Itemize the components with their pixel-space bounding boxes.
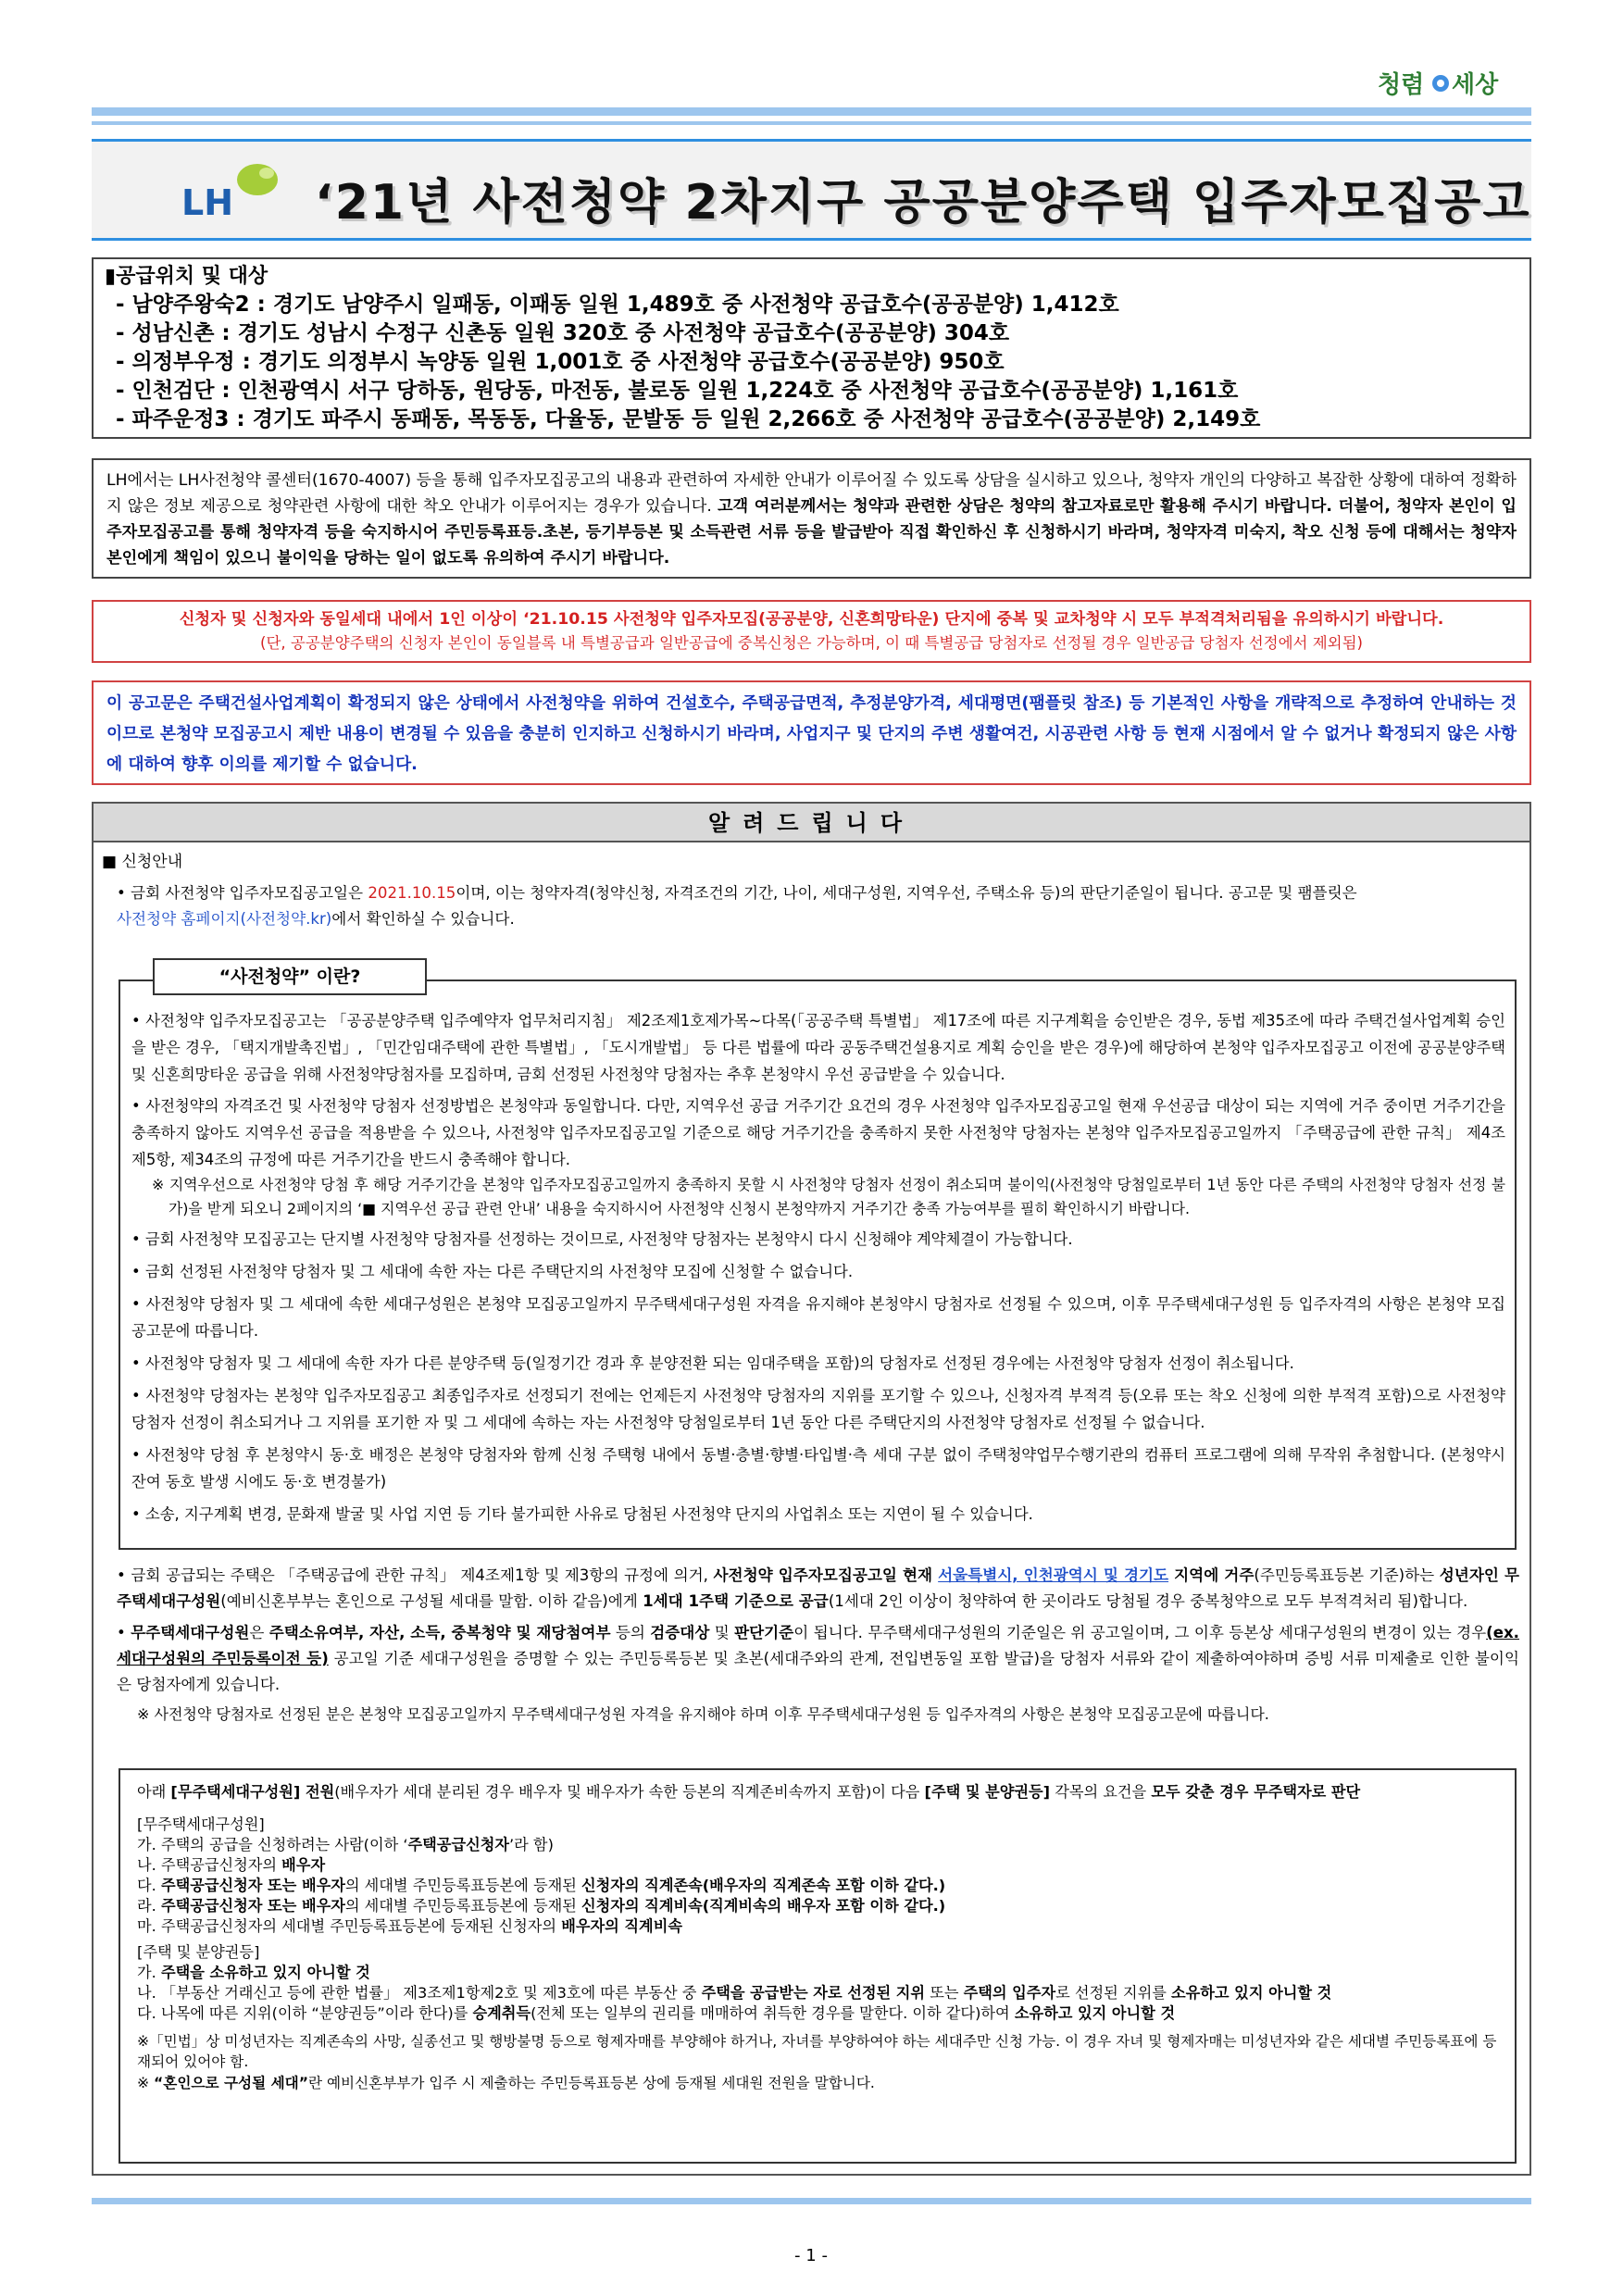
region-link[interactable]: 서울특별시, 인천광역시 및 경기도	[938, 1566, 1169, 1584]
criteria-heading: [무주택세대구성원]	[137, 1816, 265, 1833]
criteria-intro: 아래 [무주택세대구성원] 전원(배우자가 세대 분리된 경우 배우자 및 배우자가 속한 등본의 직계존비속까지 포함)이 다음 [주택 및 분양권등] 각목의 요건을 모두 갖춘 경우 무주택자로 판단	[137, 1783, 1361, 1801]
consultation-notice-text: LH에서는 LH사전청약 콜센터(1670-4007) 등을 통해 입주자모집공고의 내용과 관련하여 자세한 안내가 이루어질 수 있도록 상담을 실시하고 있으나, 청약자 개인의 다양하고 복잡한 상황에 대하여 정확하지 않은 정보 제공으로 청약관련 사항에 대한 착오 안내가 이루어지는 경우가 있습니다. 고객 여러분께서는 청약과 관련한 상담은 청약의 참고자료로만 활용해 주시기 바랍니다. 더불어, 청약자 본인이 입주자모집공고를 통해 청약자격 등을 숙지하시어 주민등록표등.초본, 등기부등본 및 소득관련 서류 등을 발급받아 직접 확인하신 후 신청하시기 바라며, 청약자격 미숙지, 착오 신청 등에 대해서는 청약자 본인에게 책임이 있으니 불이익을 당하는 일이 없도록 유의하여 주시기 바랍니다.	[106, 471, 1517, 568]
criteria-item: 나. 주택공급신청자의 배우자	[137, 1856, 326, 1874]
lh-logo	[181, 159, 283, 226]
prewhat-item: • 사전청약 당첨 후 본청약시 동·호 배정은 본청약 당첨자와 함께 신청 주택형 내에서 동별·층별·향별·타입별·측 세대 구분 없이 주택청약업무수행기관의 컴퓨터 프로그램에 의해 무작위 추첨합니다. (본청약시 잔여 동호 발생 시에도 동·호 변경불가)	[131, 1446, 1505, 1491]
top-rule-thin	[92, 121, 1531, 125]
criteria-item: 다. 나목에 따른 지위(이하 “분양권등”이라 한다)를 승계취득(전체 또는 일부의 권리를 매매하여 취득한 경우를 말한다. 이하 같다)하여 소유하고 있지 아니할 것	[137, 2004, 1176, 2022]
supply-eligibility	[117, 1563, 1519, 1728]
household-note: ※ 사전청약 당첨자로 선정된 분은 본청약 모집공고일까지 무주택세대구성원 자격을 유지해야 하며 이후 무주택세대구성원 등 입주자격의 사항은 본청약 모집공고문에 따릅니다.	[137, 1705, 1269, 1723]
no-house-criteria-box	[119, 1768, 1517, 2164]
prewhat-item: • 금회 사전청약 모집공고는 단지별 사전청약 당첨자를 선정하는 것이므로, 사전청약 당첨자는 본청약시 다시 신청해야 계약체결이 가능합니다.	[131, 1230, 1073, 1248]
location-item: - 인천검단 : 인천광역시 서구 당하동, 원당동, 마전동, 불로동 일원 1,224호 중 사전청약 공급호수(공공분양) 1,161호	[116, 379, 1239, 403]
svg-text:LH: LH	[181, 182, 234, 223]
prewhat-item: • 소송, 지구계획 변경, 문화재 발굴 및 사업 지연 등 기타 불가피한 사유로 당첨된 사전청약 단지의 사업취소 또는 지연이 될 수 있습니다.	[131, 1505, 1033, 1523]
location-item: - 성남신촌 : 경기도 성남시 수정구 신촌동 일원 320호 중 사전청약 공급호수(공공분양) 304호	[116, 321, 1010, 345]
announcement-header: 알려드립니다	[94, 804, 1529, 842]
top-rule	[92, 107, 1531, 116]
duplicate-warning-text: 신청자 및 신청자와 동일세대 내에서 1인 이상이 ‘21.10.15 사전청약 입주자모집(공공분양, 신혼희망타운) 단지에 중복 및 교차청약 시 모두 부적격처리됨을 유의하시기 바랍니다.	[179, 610, 1444, 629]
svg-text:세상: 세상	[1452, 71, 1499, 99]
prewhat-item: • 사전청약 당첨자 및 그 세대에 속한 자가 다른 분양주택 등(일정기간 경과 후 분양전환 되는 임대주택을 포함)의 당첨자로 선정된 경우에는 사전청약 당첨자 선정이 취소됩니다.	[131, 1354, 1294, 1372]
estimate-disclaimer	[92, 680, 1531, 785]
household-criteria-paragraph: • 무주택세대구성원은 주택소유여부, 자산, 소득, 중복청약 및 재당첨여부 등의 검증대상 및 판단기준이 됩니다. 무주택세대구성원의 기준일은 위 공고일이며, 그 이후 등본상 세대구성원의 변경이 있는 경우(ex. 세대구성원의 주민등록이전 등) 공고일 기준 세대구성원을 증명할 수 있는 주민등록등본 및 초본(세대주와의 관계, 전입변동일 포함 발급)을 당첨자 서류와 같이 제출하여야하며 증빙 서류 미제출로 인한 불이익은 당첨자에게 있습니다.	[117, 1624, 1519, 1693]
criteria-item: 다. 주택공급신청자 또는 배우자의 세대별 주민등록표등본에 등재된 신청자의 직계존속(배우자의 직계존속 포함 이하 같다.)	[137, 1877, 946, 1894]
prewhat-content	[131, 1007, 1505, 1528]
prewhat-tab: “사전청약” 이란?	[153, 958, 427, 995]
supply-region-paragraph: • 금회 공급되는 주택은 「주택공급에 관한 규칙」 제4조제1항 및 제3항의 규정에 의거, 사전청약 입주자모집공고일 현재 서울특별시, 인천광역시 및 경기도 지역에 거주(주민등록표등본 기준)하는 성년자인 무주택세대구성원(예비신혼부부는 혼인으로 구성될 세대를 말함. 이하 같음)에게 1세대 1주택 기준으로 공급(1세대 2인 이상이 청약하여 한 곳이라도 당첨될 경우 중복청약으로 모두 부적격처리 됨)합니다.	[117, 1566, 1519, 1610]
prewhat-item: • 사전청약 당첨자 및 그 세대에 속한 세대구성원은 본청약 모집공고일까지 무주택세대구성원 자격을 유지해야 본청약시 당첨자로 선정될 수 있으며, 이후 무주택세대구성원 등 입주자격의 사항은 본청약 모집공고문에 따릅니다.	[131, 1295, 1505, 1340]
prewhat-item: • 사전청약의 자격조건 및 사전청약 당첨자 선정방법은 본청약과 동일합니다. 다만, 지역우선 공급 거주기간 요건의 경우 사전청약 입주자모집공고일 현재 우선공급 대상이 되는 지역에 거주 중이면 거주기간을 충족하지 않아도 지역우선 공급을 적용받을 수 있으나, 사전청약 입주자모집공고일 기준으로 해당 거주기간을 충족하지 못한 사전청약 당첨자는 본청약 입주자모집공고일까지 「주택공급에 관한 규칙」 제4조제5항, 제34조의 규정에 따른 거주기간을 반드시 충족해야 합니다.	[131, 1097, 1505, 1168]
criteria-item: 마. 주택공급신청자의 세대별 주민등록표등본에 등재된 신청자의 배우자의 직계비속	[137, 1917, 682, 1935]
footer-rule	[92, 2198, 1531, 2204]
homepage-link[interactable]: 사전청약 홈페이지(사전청약.kr)	[117, 910, 332, 928]
location-item: - 남양주왕숙2 : 경기도 남양주시 일패동, 이패동 일원 1,489호 중 사전청약 공급호수(공공분양) 1,412호	[116, 293, 1119, 317]
page-title: ‘21년 사전청약 2차지구 공공분양주택 입주자모집공고	[315, 175, 1531, 231]
criteria-note: ※ “혼인으로 구성될 세대”란 예비신혼부부가 입주 시 제출하는 주민등록표등본 상에 등재될 세대원 전원을 말합니다.	[137, 2075, 875, 2091]
svg-text:청렴: 청렴	[1378, 71, 1425, 99]
criteria-item: 라. 주택공급신청자 또는 배우자의 세대별 주민등록표등본에 등재된 신청자의 직계비속(직계비속의 배우자 포함 이하 같다.)	[137, 1897, 946, 1915]
section-heading: ■ 신청안내	[102, 853, 183, 871]
consultation-notice	[92, 458, 1531, 579]
location-heading: ▮공급위치 및 대상	[105, 265, 268, 288]
prewhat-item: • 금회 선정된 사전청약 당첨자 및 그 세대에 속한 자는 다른 주택단지의 사전청약 모집에 신청할 수 없습니다.	[131, 1263, 854, 1280]
criteria-heading: [주택 및 분양권등]	[137, 1943, 260, 1961]
criteria-note: ※「민법」상 미성년자는 직계존속의 사망, 실종선고 및 행방불명 등으로 형제자매를 부양해야 하거나, 자녀를 부양하여야 하는 세대주만 신청 가능. 이 경우 자녀 및 형제자매는 미성년자와 같은 세대별 주민등록표에 등재되어 있어야 함.	[137, 2033, 1497, 2070]
prewhat-note: ※ 지역우선으로 사전청약 당첨 후 해당 거주기간을 본청약 입주자모집공고일까지 충족하지 못할 시 사전청약 당첨자 선정이 취소되며 불이익(사전청약 당첨일로부터 1년 동안 다른 주택의 사전청약 당첨자 선정 불가)을 받게 되오니 2페이지의 ‘■ 지역우선 공급 관련 안내’ 내용을 숙지하시어 사전청약 신청시 본청약까지 거주기간 충족 가능여부를 필히 확인하시기 바랍니다.	[152, 1176, 1505, 1217]
criteria-item: 가. 주택의 공급을 신청하려는 사람(이하 ‘주택공급신청자’라 함)	[137, 1836, 554, 1853]
location-item: - 파주운정3 : 경기도 파주시 동패동, 목동동, 다율동, 문발동 등 일원 2,266호 중 사전청약 공급호수(공공분양) 2,149호	[116, 407, 1261, 431]
estimate-disclaimer-text: 이 공고문은 주택건설사업계획이 확정되지 않은 상태에서 사전청약을 위하여 건설호수, 주택공급면적, 추정분양가격, 세대평면(팸플릿 참조) 등 기본적인 사항을 개략적으로 추정하여 안내하는 것이므로 본청약 모집공고시 제반 내용이 변경될 수 있음을 충분히 인지하고 신청하시기 바라며, 사업지구 및 단지의 주변 생활여건, 시공관련 사항 등 현재 시점에서 알 수 없거나 확정되지 않은 사항에 대하여 향후 이의를 제기할 수 없습니다.	[106, 693, 1517, 774]
criteria-item: 나. 「부동산 거래신고 등에 관한 법률」 제3조제1항제2호 및 제3호에 따른 부동산 중 주택을 공급받는 자로 선정된 지위 또는 주택의 입주자로 선정된 지위를 소유하고 있지 아니할 것	[137, 1984, 1332, 2002]
announcement-date: 2021.10.15	[368, 884, 456, 902]
prewhat-item: • 사전청약 입주자모집공고는 「공공분양주택 입주예약자 업무처리지침」 제2조제1호제가목~다목(「공공주택 특별법」 제17조에 따른 지구계획을 승인받은 경우, 동법 제35조에 따라 주택건설사업계획 승인을 받은 경우, 「택지개발촉진법」, 「민간임대주택에 관한 특별법」, 「도시개발법」 등 다른 법률에 따라 공동주택건설용지로 계획 승인을 받은 경우)에 해당하여 본청약 입주자모집공고 이전에 공공분양주택 및 신혼희망타운 공급을 위해 사전청약당첨자를 모집하며, 금회 선정된 사전청약 당첨자는 추후 본청약시 우선 공급받을 수 있습니다.	[131, 1012, 1505, 1083]
page-number: - 1 -	[794, 2246, 828, 2265]
cheongnyeom-logo	[1378, 61, 1517, 106]
prewhat-item: • 사전청약 당첨자는 본청약 입주자모집공고 최종입주자로 선정되기 전에는 언제든지 사전청약 당첨자의 지위를 포기할 수 있으나, 신청자격 부적격 등(오류 또는 착오 신청에 의한 부적격 포함)으로 사전청약 당첨자 선정이 취소되거나 그 지위를 포기한 자 및 그 세대에 속하는 자는 사전청약 당첨일로부터 1년 동안 다른 주택단지의 사전청약 당첨자로 선정될 수 없습니다.	[131, 1387, 1505, 1431]
location-item: - 의정부우정 : 경기도 의정부시 녹양동 일원 1,001호 중 사전청약 공급호수(공공분양) 950호	[116, 350, 1005, 374]
announcement-date-paragraph: • 금회 사전청약 입주자모집공고일은 2021.10.15이며, 이는 청약자격(청약신청, 자격조건의 기간, 나이, 세대구성원, 지역우선, 주택소유 등)의 판단기준일이 됩니다. 공고문 및 팸플릿은 사전청약 홈페이지(사전청약.kr)에서 확인하실 수 있습니다.	[117, 884, 1357, 928]
duplicate-application-warning	[92, 600, 1531, 663]
duplicate-warning-exception: (단, 공공분양주택의 신청자 본인이 동일블록 내 특별공급과 일반공급에 중복신청은 가능하며, 이 때 특별공급 당첨자로 선정될 경우 일반공급 당첨자 선정에서 제외됨)	[260, 634, 1363, 652]
supply-location-box	[92, 257, 1531, 439]
criteria-item: 가. 주택을 소유하고 있지 아니할 것	[137, 1964, 370, 1981]
